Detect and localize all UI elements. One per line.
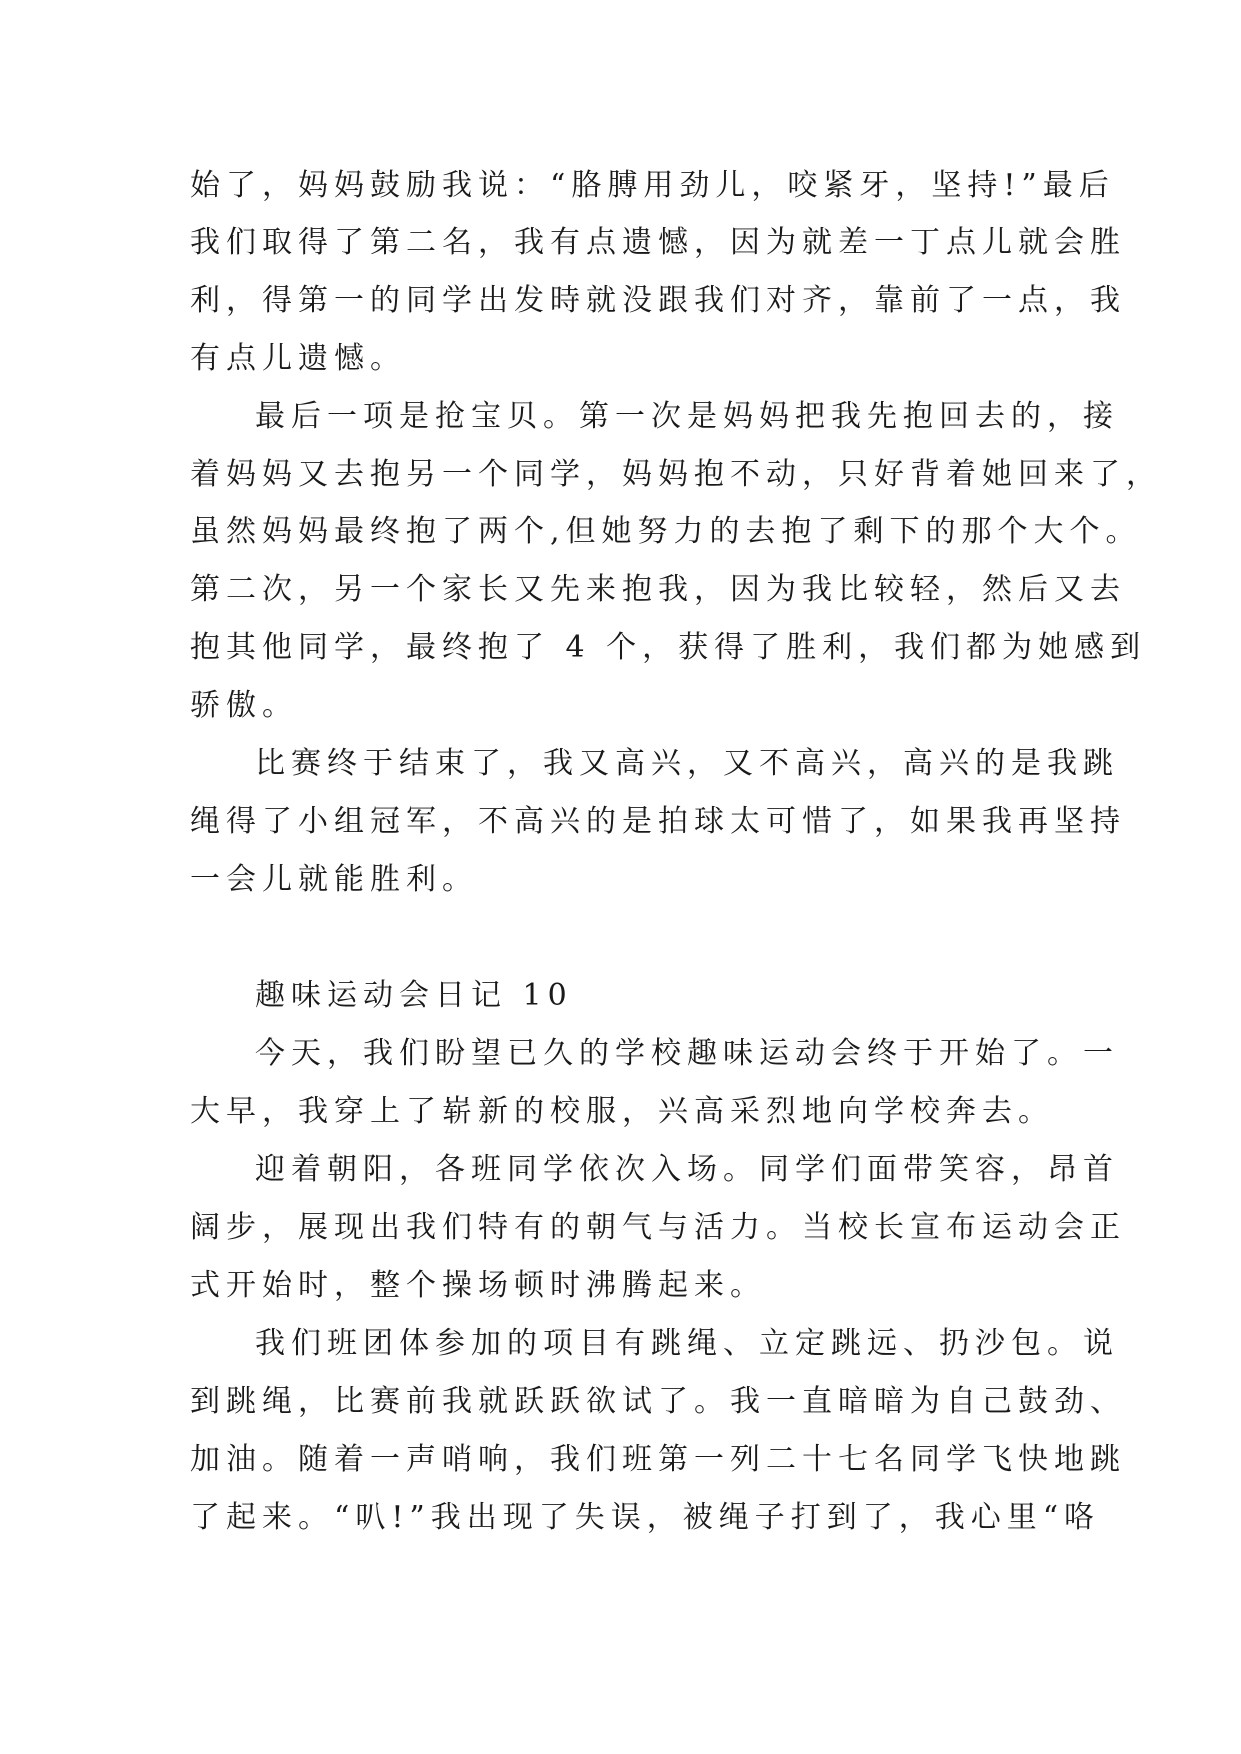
- text-line: 抱其他同学，最终抱了 4 个，获得了胜利，我们都为她感到: [190, 630, 1147, 665]
- section-heading: 趣味运动会日记 10: [255, 978, 573, 1013]
- text-line: 始了，妈妈鼓励我说：“胳膊用劲儿，咬紧牙，坚持!”最后: [190, 168, 1115, 203]
- text-line: 利，得第一的同学出发時就没跟我们对齐，靠前了一点，我: [190, 283, 1126, 318]
- text-line: 绳得了小组冠军，不高兴的是拍球太可惜了，如果我再坚持: [190, 804, 1126, 839]
- text-line: 了起来。“叭!”我出现了失误，被绳子打到了，我心里“咯: [190, 1500, 1101, 1535]
- paragraph-first-line: 最后一项是抢宝贝。第一次是妈妈把我先抱回去的，接: [255, 399, 1119, 434]
- paragraph-first-line: 迎着朝阳，各班同学依次入场。同学们面带笑容，昂首: [255, 1152, 1119, 1187]
- paragraph-first-line: 我们班团体参加的项目有跳绳、立定跳远、扔沙包。说: [255, 1326, 1119, 1361]
- text-line: 大早，我穿上了崭新的校服，兴高采烈地向学校奔去。: [190, 1094, 1054, 1129]
- paragraph-first-line: 今天，我们盼望已久的学校趣味运动会终于开始了。一: [255, 1036, 1119, 1071]
- paragraph-first-line: 比赛终于结束了，我又高兴，又不高兴，高兴的是我跳: [255, 746, 1119, 781]
- text-line: 式开始时，整个操场顿时沸腾起来。: [190, 1268, 766, 1303]
- text-line: 骄傲。: [190, 688, 298, 723]
- text-line: 加油。随着一声哨响，我们班第一列二十七名同学飞快地跳: [190, 1442, 1126, 1477]
- text-line: 第二次，另一个家长又先来抱我，因为我比较轻，然后又去: [190, 572, 1126, 607]
- text-line: 我们取得了第二名，我有点遗憾，因为就差一丁点儿就会胜: [190, 225, 1126, 260]
- text-line: 到跳绳，比赛前我就跃跃欲试了。我一直暗暗为自己鼓劲、: [190, 1384, 1126, 1419]
- text-line: 有点儿遗憾。: [190, 341, 406, 376]
- text-line: 阔步，展现出我们特有的朝气与活力。当校长宣布运动会正: [190, 1210, 1126, 1245]
- text-line: 虽然妈妈最终抱了两个,但她努力的去抱了剩下的那个大个。: [190, 514, 1142, 549]
- text-line: 一会儿就能胜利。: [190, 862, 478, 897]
- text-line: 着妈妈又去抱另一个同学，妈妈抱不动，只好背着她回来了，: [190, 457, 1162, 492]
